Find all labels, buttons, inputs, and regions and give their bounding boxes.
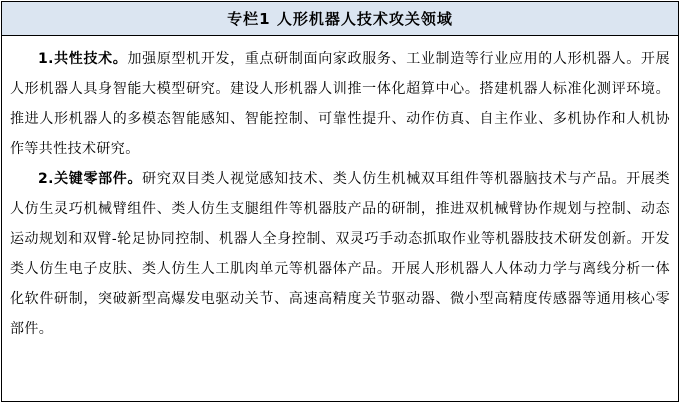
column-title-bar xyxy=(2,2,678,36)
column-box xyxy=(1,1,679,402)
section-heading: 2.关键零部件。 xyxy=(38,171,143,187)
section-heading: 1.共性技术。 xyxy=(38,51,128,67)
column-content xyxy=(2,36,678,344)
section-key-components xyxy=(10,164,670,344)
section-common-tech xyxy=(10,44,670,164)
section-body: 研究双目类人视觉感知技术、类人仿生机械双耳组件等机器脑技术与产品。开展类人仿生灵巧机械臂组件、类人仿生支腿组件等机器肢产品的研制，推进双机械臂协作规划与控制、动态运动规划和双臂-轮足协同控制、机器人全身控制、双灵巧手动态抓取作业等机器肢技术研发创新。开发类人仿生电子皮肤、类人仿生人工肌肉单元等机器体产品。开展人形机器人人体动力学与离线分析一体化软件研制，突破新型高爆发电驱动关节、高速高精度关节驱动器、微小型高精度传感器等通用核心零部件。 xyxy=(10,171,670,337)
section-body: 加强原型机开发，重点研制面向家政服务、工业制造等行业应用的人形机器人。开展人形机器人具身智能大模型研究。建设人形机器人训推一体化超算中心。搭建机器人标准化测评环境。推进人形机器人的多模态智能感知、智能控制、可靠性提升、动作仿真、自主作业、多机协作和人机协作等共性技术研究。 xyxy=(10,51,670,157)
column-title: 专栏1 人形机器人技术攻关领域 xyxy=(227,10,453,28)
